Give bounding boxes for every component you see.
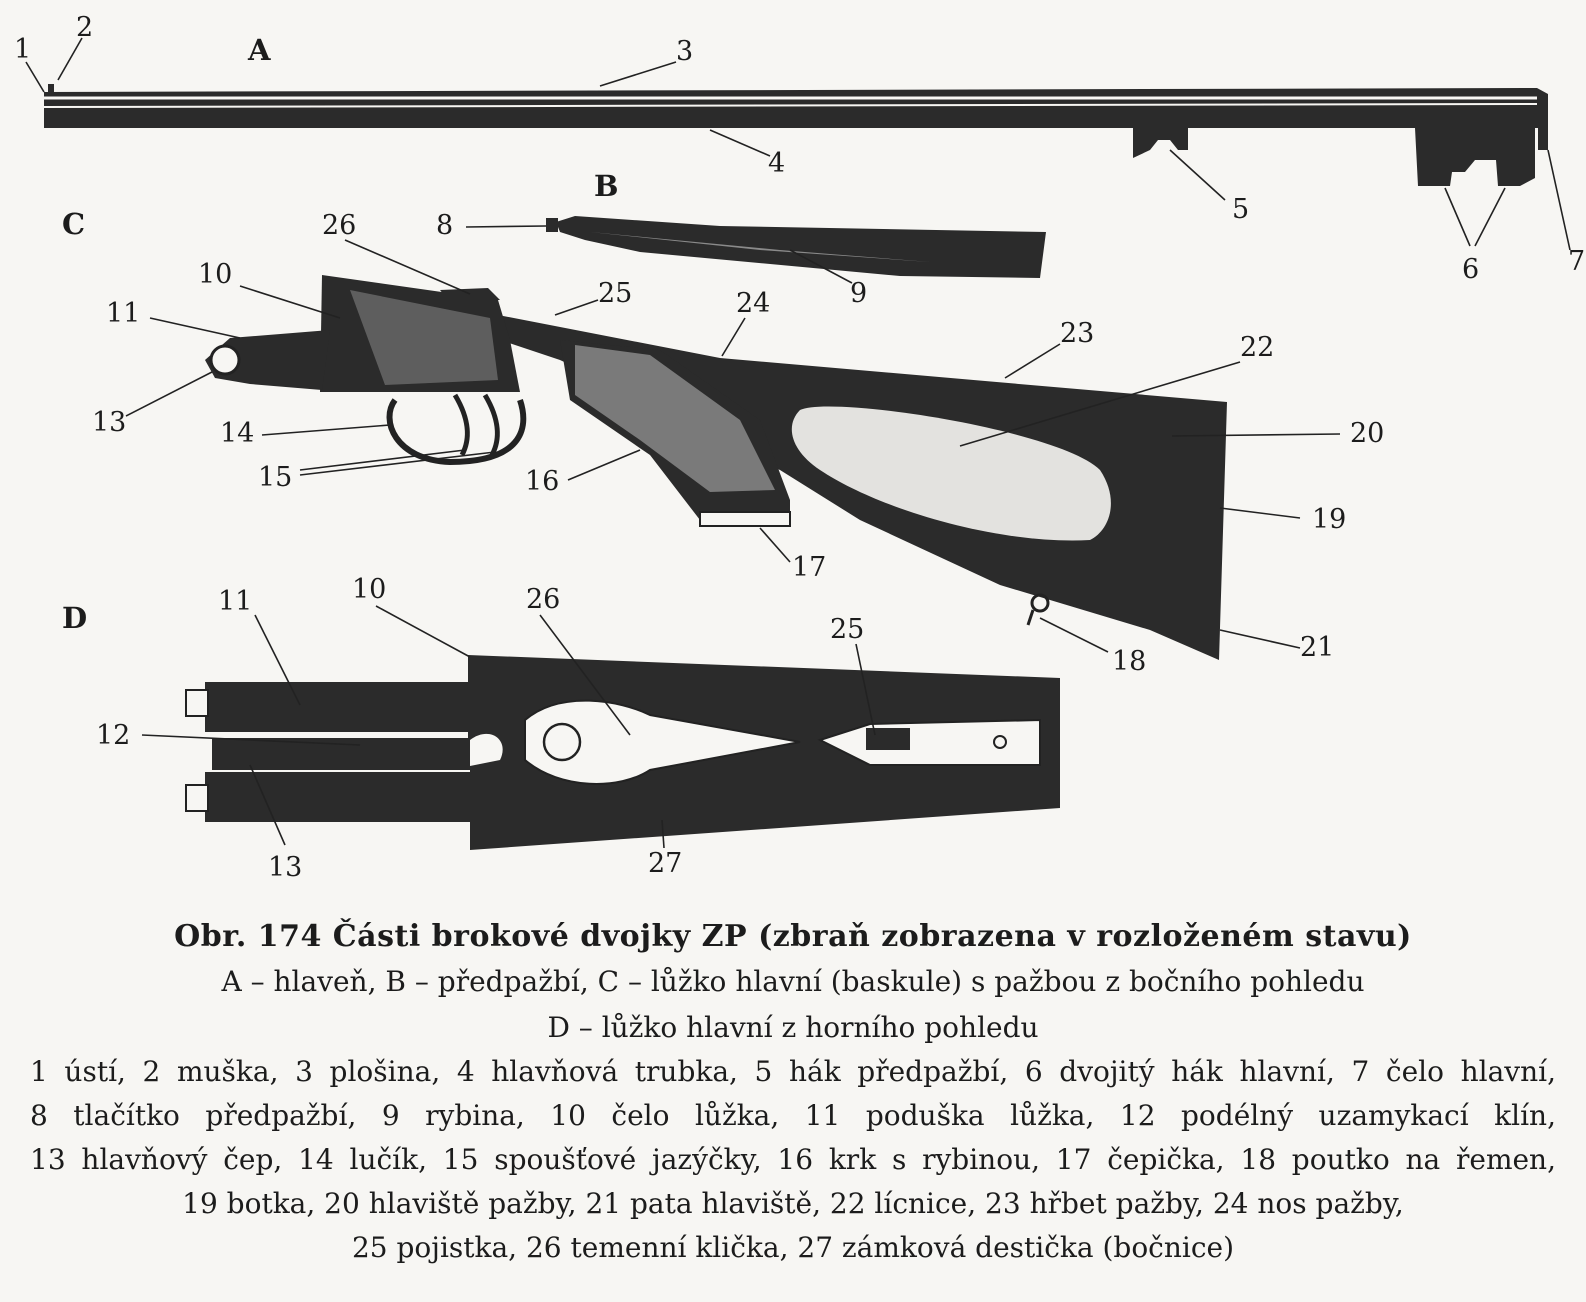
legend-line: 8 tlačítko předpažbí, 9 rybina, 10 čelo lůžka, 11 poduška lůžka, 12 podélný uzamykací klín, <box>30 1099 1556 1132</box>
action-top-drawing <box>186 655 1060 850</box>
callout-14: 14 <box>220 418 255 449</box>
callout-4: 4 <box>768 148 786 179</box>
parts-legend <box>0 1050 1586 1270</box>
callout-25-top: 25 <box>830 614 865 645</box>
callout-27: 27 <box>648 848 683 879</box>
callout-11-top: 11 <box>218 586 253 617</box>
callout-5: 5 <box>1232 194 1250 225</box>
callout-23: 23 <box>1060 318 1095 349</box>
callout-6: 6 <box>1462 254 1480 285</box>
section-label-a: A <box>248 33 271 67</box>
callout-13-top: 13 <box>268 852 303 883</box>
callout-1: 1 <box>14 34 32 65</box>
callout-15: 15 <box>258 462 293 493</box>
callout-13: 13 <box>92 407 127 438</box>
callout-10: 10 <box>198 259 233 290</box>
legend-line: 13 hlavňový čep, 14 lučík, 15 spoušťové jazýčky, 16 krk s rybinou, 17 čepička, 18 poutko na řemen, <box>30 1143 1556 1176</box>
callout-18: 18 <box>1112 646 1147 677</box>
callout-9: 9 <box>850 278 868 309</box>
legend-line: 19 botka, 20 hlaviště pažby, 21 pata hlaviště, 22 lícnice, 23 hřbet pažby, 24 nos pažby, <box>182 1187 1404 1220</box>
callout-8: 8 <box>436 210 454 241</box>
callout-12: 12 <box>96 720 131 751</box>
figure-subtitle-1: A – hlaveň, B – předpažbí, C – lůžko hlavní (baskule) s pažbou z bočního pohledu <box>221 965 1365 998</box>
callout-21: 21 <box>1300 632 1335 663</box>
callout-25: 25 <box>598 278 633 309</box>
section-label-c: C <box>62 207 86 241</box>
callout-22: 22 <box>1240 332 1275 363</box>
callout-20: 20 <box>1350 418 1385 449</box>
callout-11: 11 <box>106 298 141 329</box>
legend-line: 25 pojistka, 26 temenní klička, 27 zámková destička (bočnice) <box>351 1231 1235 1264</box>
section-label-b: B <box>594 169 619 203</box>
callout-19: 19 <box>1312 504 1347 535</box>
figure-title: Obr. 174 Části brokové dvojky ZP (zbraň zobrazena v rozloženém stavu) <box>174 919 1412 954</box>
legend-line: 1 ústí, 2 muška, 3 plošina, 4 hlavňová trubka, 5 hák předpažbí, 6 dvojitý hák hlavní, 7 čelo hlavní, <box>30 1055 1556 1088</box>
callout-24: 24 <box>736 288 771 319</box>
barrel-drawing <box>44 84 1548 186</box>
section-label-d: D <box>62 601 88 635</box>
callout-2: 2 <box>76 12 94 43</box>
callout-3: 3 <box>676 36 694 67</box>
callout-16: 16 <box>525 466 560 497</box>
callout-10-top: 10 <box>352 574 387 605</box>
callout-17: 17 <box>792 552 827 583</box>
callout-26: 26 <box>322 210 357 241</box>
callout-7: 7 <box>1568 246 1586 277</box>
figure-subtitle-2: D – lůžko hlavní z horního pohledu <box>547 1011 1039 1044</box>
fore-end-drawing <box>546 216 1046 278</box>
callout-26-top: 26 <box>526 584 561 615</box>
